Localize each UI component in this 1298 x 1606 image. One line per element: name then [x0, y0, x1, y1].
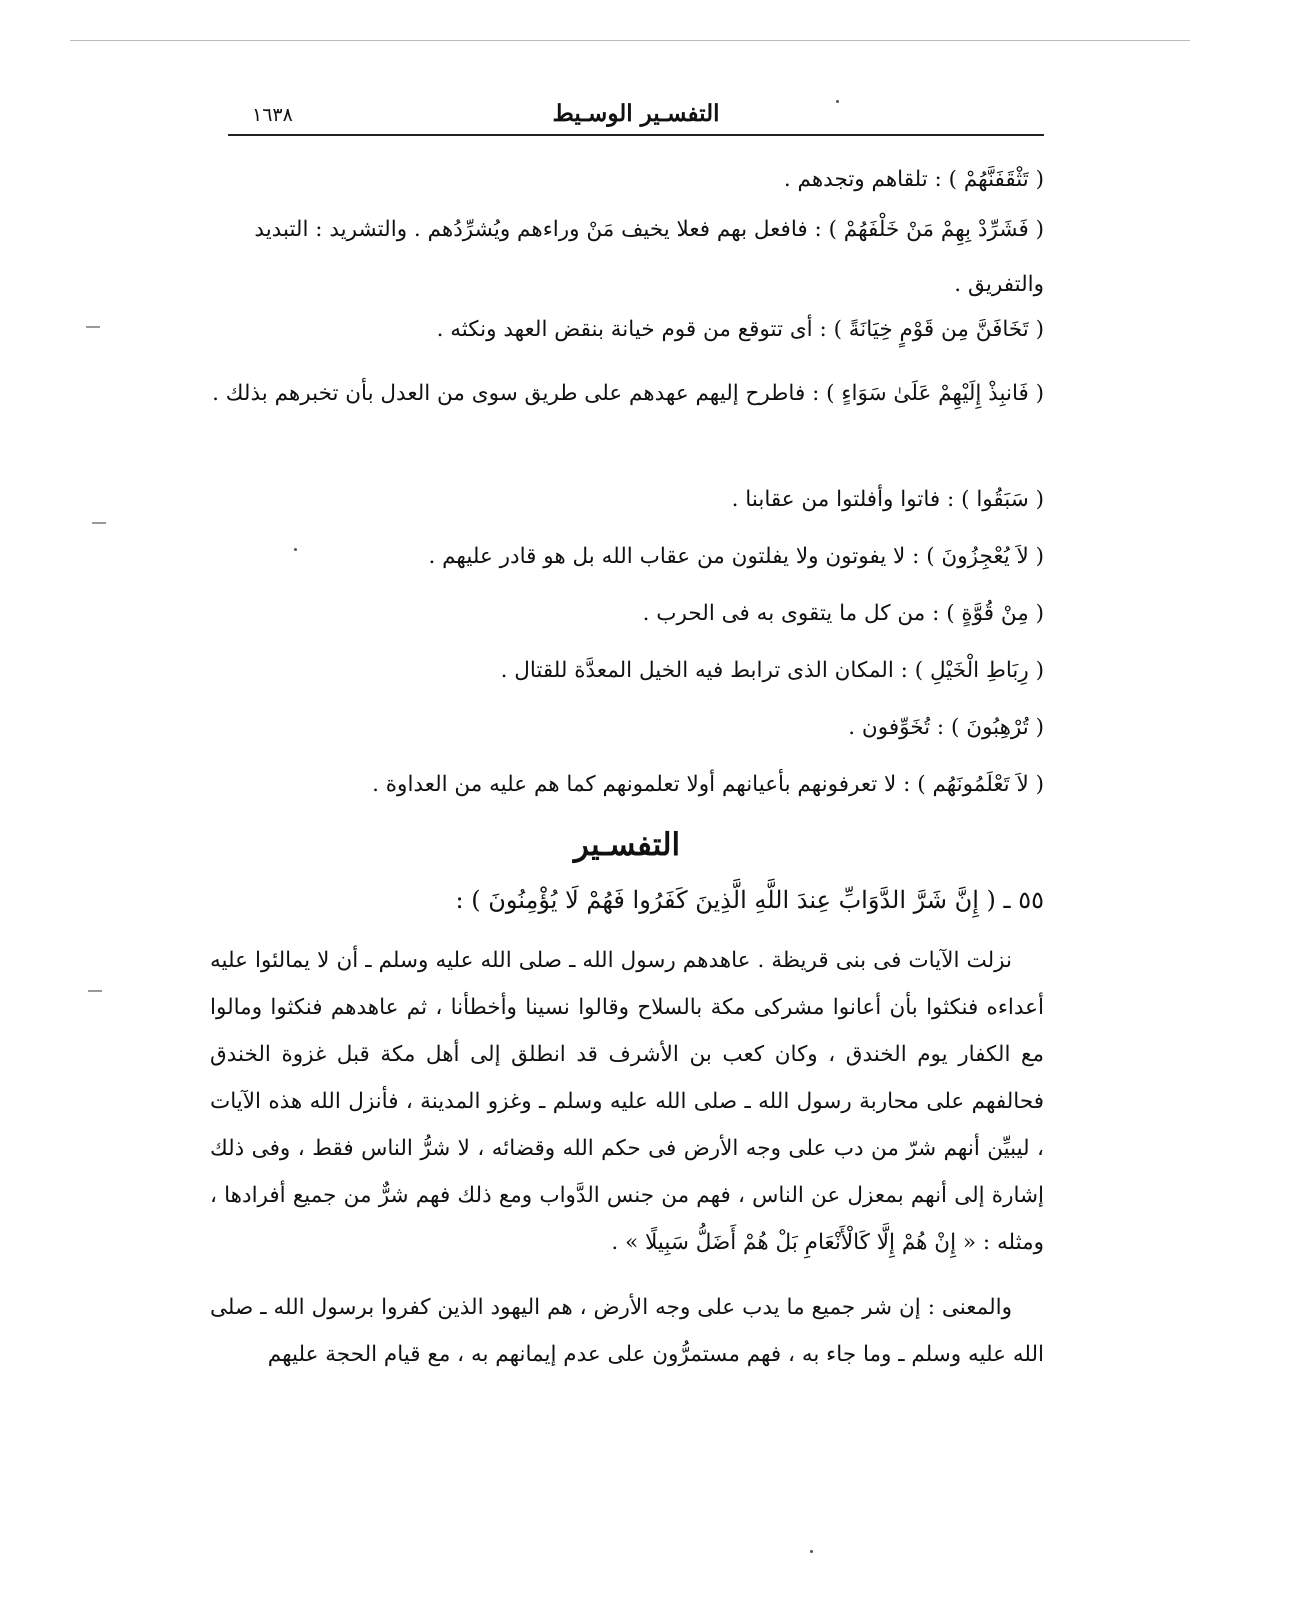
page-body — [210, 162, 1044, 1378]
gloss-term: ( مِنْ قُوَّةٍ ) — [946, 601, 1044, 626]
gloss-meaning: : لا يفوتون ولا يفلتون من عقاب الله بل هو قادر عليهم . — [428, 544, 927, 569]
gloss-entry — [210, 653, 1044, 710]
gloss-term: ( فَشَرِّدْ بِهِمْ مَنْ خَلْفَهُمْ ) — [828, 217, 1044, 242]
gloss-entry — [210, 596, 1044, 653]
gloss-entry — [210, 312, 1044, 364]
gloss-term: ( تَخَافَنَّ مِن قَوْمٍ خِيَانَةً ) — [833, 317, 1044, 342]
verse-text: ( إِنَّ شَرَّ الدَّوَابِّ عِندَ اللَّهِ الَّذِينَ كَفَرُوا فَهُمْ لَا يُؤْمِنُونَ ) : — [455, 886, 996, 914]
scan-speck — [810, 1550, 813, 1553]
gloss-entry — [210, 364, 1044, 482]
gloss-meaning: : فاطرح إليهم عهدهم على طريق سوى من العدل بأن تخبرهم بذلك . — [212, 381, 827, 406]
gloss-term: ( لاَ تَعْلَمُونَهُم ) — [917, 772, 1044, 797]
gloss-meaning: : لا تعرفونهم بأعيانهم أولا تعلمونهم كما هم عليه من العداوة . — [372, 772, 918, 797]
running-title: التفسـير الوسـيط — [552, 100, 720, 127]
scan-edge-line — [70, 40, 1190, 41]
gloss-term: ( سَبَقُوا ) — [961, 487, 1044, 512]
commentary-paragraph: والمعنى : إن شر جميع ما يدب على وجه الأرض ، هم اليهود الذين كفروا برسول الله ـ صلى الله عليه وسلم ـ وما جاء به ، فهم مستمرُّون على عدم إيمانهم به ، مع قيام الحجة عليهم — [210, 1295, 1044, 1367]
gloss-meaning: : المكان الذى ترابط فيه الخيل المعدَّة للقتال . — [500, 658, 915, 683]
gloss-term: ( فَانبِذْ إِلَيْهِمْ عَلَىٰ سَوَاءٍ ) — [826, 381, 1044, 406]
page-header — [228, 96, 1044, 136]
margin-mark — [88, 990, 102, 992]
gloss-meaning: : تُخَوِّفون . — [848, 715, 951, 740]
gloss-entry — [210, 482, 1044, 539]
gloss-entry — [210, 202, 1044, 312]
gloss-entry — [210, 767, 1044, 817]
verse-heading — [210, 877, 1044, 937]
gloss-meaning: : تلقاهم وتجدهم . — [783, 167, 949, 192]
commentary-paragraph: نزلت الآيات فى بنى قريظة . عاهدهم رسول الله ـ صلى الله عليه وسلم ـ أن لا يمالئوا عليه أعداءه فنكثوا بأن أعانوا مشركى مكة بالسلاح وقالوا نسينا وأخطأنا ، ثم عاهدهم فنكثوا ومالوا مع الكفار يوم الخندق ، وكان كعب بن الأشرف قد انطلق إلى أهل مكة قبل غزوة الخندق فحالفهم على محاربة رسول الله ـ صلى الله عليه وسلم ـ وغزو المدينة ، فأنزل الله هذه الآيات ، ليبيِّن أنهم شرّ من دب على وجه الأرض فى حكم الله وقضائه ، لا شرُّ الناس فقط ، وفى ذلك إشارة إلى أنهم بمعزل عن الناس ، فهم من جنس الدَّواب ومع ذلك فهم شرٌّ من جميع أفرادها ، ومثله : « إِنْ هُمْ إِلَّا كَالْأَنْعَامِ بَلْ هُمْ أَضَلُّ سَبِيلًا » . — [210, 948, 1044, 1255]
gloss-term: ( رِبَاطِ الْخَيْلِ ) — [914, 658, 1044, 683]
verse-number: ٥٥ ـ — [1003, 886, 1044, 914]
header-rule — [228, 134, 1044, 136]
gloss-meaning: : أى تتوقع من قوم خيانة بنقض العهد ونكثه . — [436, 317, 834, 342]
margin-mark — [86, 326, 100, 328]
gloss-entry — [210, 539, 1044, 596]
gloss-term: ( لاَ يُعْجِزُونَ ) — [926, 544, 1044, 569]
section-heading: التفسـير — [573, 827, 681, 863]
page-number: ١٦٣٨ — [252, 104, 293, 126]
gloss-meaning: : فافعل بهم فعلا يخيف مَنْ وراءهم ويُشرِّدُهم . والتشريد : التبديد والتفريق . — [254, 217, 1044, 297]
gloss-entry — [210, 710, 1044, 767]
gloss-entry — [210, 162, 1044, 202]
gloss-term: ( تُرْهِبُونَ ) — [950, 715, 1044, 740]
margin-mark — [92, 522, 106, 524]
gloss-term: ( تَثْقَفَنَّهُمْ ) — [948, 167, 1044, 192]
gloss-meaning: : فاتوا وأفلتوا من عقابنا . — [731, 487, 962, 512]
gloss-meaning: : من كل ما يتقوى به فى الحرب . — [642, 601, 947, 626]
